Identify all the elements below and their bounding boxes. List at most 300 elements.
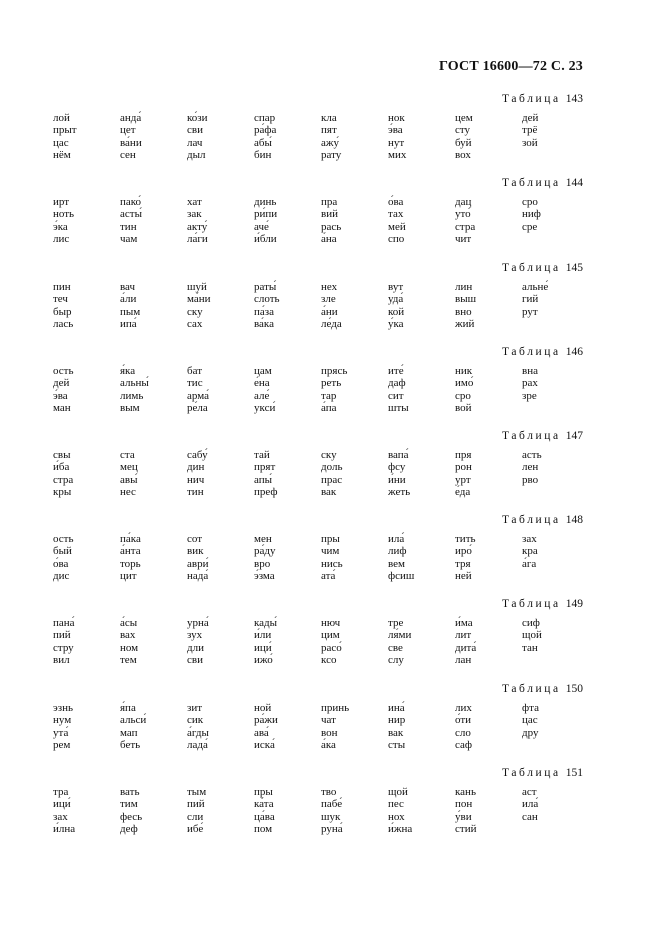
syllable: ила́ <box>522 798 539 811</box>
table-number: 150 <box>565 683 583 695</box>
syllable-column <box>455 365 473 415</box>
syllable: зух <box>187 629 203 642</box>
syllable: стру <box>53 641 74 654</box>
syllable-column <box>455 617 476 667</box>
table-label-word: Таблица <box>501 93 561 105</box>
syllable: пым <box>120 305 141 318</box>
syllable-column <box>321 365 347 415</box>
syllable: сты <box>388 739 406 752</box>
syllable-column <box>388 281 404 331</box>
syllable-column <box>455 786 476 836</box>
syllable-column <box>53 786 75 836</box>
syllable-column <box>254 786 275 836</box>
syllable-column <box>187 365 209 415</box>
syllable: нич <box>187 473 205 486</box>
table-label <box>502 683 583 695</box>
syllable-column <box>53 365 73 415</box>
syllable: прас <box>321 473 343 486</box>
syllable: хат <box>187 196 202 208</box>
syllable: тин <box>120 220 137 233</box>
syllable: руна́ <box>321 823 343 836</box>
syllable-column <box>120 112 142 162</box>
syllable: нох <box>388 810 405 823</box>
syllable: эзнь <box>53 702 73 714</box>
syllable: нес <box>120 486 136 499</box>
syllable-column <box>455 281 476 331</box>
syllable: уда́ <box>388 293 404 306</box>
syllable: дис <box>53 570 70 583</box>
syllable: пом <box>254 823 273 836</box>
syllable: пры <box>254 786 273 798</box>
syllable: рво <box>522 473 539 486</box>
syllable: ата́ <box>321 570 336 583</box>
table-label <box>502 177 583 189</box>
syllable: пон <box>455 798 473 811</box>
syllable: о́ти <box>455 714 472 727</box>
syllable: тво <box>321 786 337 798</box>
syllable: тым <box>187 786 207 798</box>
syllable-column <box>522 281 548 318</box>
syllable-column <box>455 449 472 499</box>
syllable: асть <box>522 449 542 461</box>
syllable: жий <box>455 318 475 331</box>
syllable: выш <box>455 293 477 306</box>
syllable: принь <box>321 702 350 714</box>
syllable: прят <box>254 461 276 474</box>
syllable: вак <box>388 726 404 739</box>
syllable: ноть <box>53 208 75 221</box>
syllable: пра <box>321 196 338 208</box>
syllable: доль <box>321 461 343 474</box>
syllable: пий <box>187 798 205 811</box>
syllable: пий <box>53 629 71 642</box>
syllable: абы́ <box>254 136 272 149</box>
syllable: стра <box>53 473 74 486</box>
syllable: але́ <box>254 389 270 402</box>
table-number: 146 <box>565 346 583 358</box>
syllable: тах <box>388 208 404 221</box>
syllable: прясь <box>321 365 348 377</box>
syllable: шуй <box>187 281 207 293</box>
syllable: нём <box>53 149 71 162</box>
syllable: альны́ <box>120 377 149 390</box>
syllable: мей <box>388 220 406 233</box>
syllable: буй <box>455 136 472 149</box>
syllable: э́зма <box>254 570 275 583</box>
syllable: дин <box>187 461 205 474</box>
syllable: лит <box>455 629 472 642</box>
syllable: рату <box>321 149 342 162</box>
syllable: иро́ <box>455 545 472 558</box>
syllable: преф <box>254 486 278 499</box>
syllable: ней <box>455 570 472 583</box>
syllable: кады́ <box>254 617 278 629</box>
syllable-column <box>254 533 275 583</box>
syllable: мих <box>388 149 407 162</box>
syllable: сан <box>522 810 538 823</box>
syllable: ава́ <box>254 726 269 739</box>
syllable: тре <box>388 617 404 629</box>
syllable: тим <box>120 798 138 811</box>
syllable: вапа́ <box>388 449 409 461</box>
syllable-column <box>187 617 209 667</box>
syllable: лих <box>455 702 472 714</box>
syllable: мен <box>254 533 272 545</box>
syllable: ник <box>455 365 473 377</box>
syllable-column <box>120 702 146 752</box>
syllable: ость <box>53 533 74 545</box>
syllable: дей <box>522 112 539 124</box>
syllable: ина́ <box>388 702 405 714</box>
syllable-column <box>388 112 406 162</box>
syllable: свы <box>53 449 71 461</box>
syllable: и́ли <box>254 629 272 642</box>
syllable: уто́ <box>455 208 471 221</box>
syllable-column <box>254 196 277 246</box>
syllable: вно <box>455 305 472 318</box>
syllable-column <box>187 112 208 162</box>
syllable: реть <box>321 377 342 390</box>
syllable: нись <box>321 557 343 570</box>
syllable: аст <box>522 786 537 798</box>
syllable: ижо́ <box>254 654 273 667</box>
syllable: ле́да <box>321 318 342 331</box>
syllable: сит <box>388 389 404 402</box>
syllable-column <box>120 533 141 583</box>
syllable-column <box>254 365 275 415</box>
syllable: лен <box>522 461 539 474</box>
table-number: 147 <box>565 430 583 442</box>
syllable-column <box>53 112 77 162</box>
syllable: и́бли <box>254 233 277 246</box>
syllable-column <box>388 702 405 752</box>
syllable-column <box>321 533 343 583</box>
syllable: пана́ <box>53 617 75 629</box>
syllable: ила́ <box>388 533 405 545</box>
syllable: э́ва <box>53 389 68 402</box>
syllable-column <box>522 365 538 402</box>
syllable: сабу́ <box>187 449 208 461</box>
table-label-word: Таблица <box>501 346 561 358</box>
syllable: вах <box>120 629 136 642</box>
syllable: ля́ми <box>388 629 412 642</box>
syllable: кры <box>53 486 72 499</box>
syllable: вил <box>53 654 70 667</box>
syllable: ре́ла <box>187 402 208 415</box>
syllable-column <box>120 617 138 667</box>
syllable: цим <box>321 629 340 642</box>
syllable-column <box>321 281 342 331</box>
syllable: вро <box>254 557 271 570</box>
syllable-column <box>455 533 476 583</box>
syllable: деф <box>120 823 138 836</box>
syllable: тря <box>455 557 471 570</box>
syllable: ску <box>187 305 203 318</box>
syllable: нир <box>388 714 406 727</box>
syllable: трё <box>522 124 538 137</box>
syllable: э́ва <box>388 124 403 137</box>
syllable: о́ва <box>388 196 404 208</box>
syllable-column <box>120 365 149 415</box>
syllable: сви <box>187 124 203 137</box>
syllable: нут <box>388 136 405 149</box>
syllable-column <box>254 281 280 331</box>
syllable: пря <box>455 449 472 461</box>
syllable: ость <box>53 365 74 377</box>
syllable: кра <box>522 545 538 558</box>
syllable: рем <box>53 739 71 752</box>
syllable-column <box>455 112 473 162</box>
syllable: нюч <box>321 617 341 629</box>
syllable: ман <box>53 402 71 415</box>
syllable: зах <box>53 810 68 823</box>
syllable: гий <box>522 293 539 306</box>
syllable-column <box>53 617 75 667</box>
syllable: о́ва <box>53 557 69 570</box>
syllable: сло <box>455 726 471 739</box>
page-header: ГОСТ 16600—72 С. 23 <box>439 59 583 74</box>
syllable-column <box>254 112 276 162</box>
syllable: нада́ <box>187 570 209 583</box>
syllable: у́ви <box>455 810 472 823</box>
syllable: вем <box>388 557 405 570</box>
syllable: стра <box>455 220 476 233</box>
syllable: иска́ <box>254 739 275 752</box>
syllable: лась <box>53 318 74 331</box>
syllable: све <box>388 641 403 654</box>
syllable: рах <box>522 377 538 390</box>
table-label-word: Таблица <box>501 683 561 695</box>
syllable: цит <box>120 570 137 583</box>
syllable: а́ли <box>120 293 137 306</box>
syllable: ута́ <box>53 726 69 739</box>
syllable: вон <box>321 726 338 739</box>
syllable: нум <box>53 714 72 727</box>
syllable: кань <box>455 786 476 798</box>
syllable: рут <box>522 305 538 318</box>
table-label <box>502 346 583 358</box>
syllable: е́да <box>455 486 471 499</box>
syllable: ка́та <box>254 798 274 811</box>
syllable: сро <box>455 389 471 402</box>
syllable: жеть <box>388 486 411 499</box>
table-number: 143 <box>565 93 583 105</box>
syllable: фта <box>522 702 539 714</box>
syllable: пако́ <box>120 196 142 208</box>
syllable-column <box>187 533 208 583</box>
syllable: бый <box>53 545 72 558</box>
syllable: дита́ <box>455 641 477 654</box>
syllable: кла <box>321 112 337 124</box>
syllable-column <box>53 196 74 246</box>
syllable: ра́ду <box>254 545 276 558</box>
syllable: тин <box>187 486 204 499</box>
syllable: па́ка <box>120 533 141 545</box>
syllable: чат <box>321 714 336 727</box>
syllable: дыл <box>187 149 206 162</box>
syllable-column <box>321 617 342 667</box>
syllable: тем <box>120 654 137 667</box>
syllable-column <box>187 196 208 246</box>
syllable: шук <box>321 810 341 823</box>
syllable: альне́ <box>522 281 549 293</box>
syllable: а́па <box>321 402 337 415</box>
table-label-word: Таблица <box>501 262 561 274</box>
syllable: я́па <box>120 702 136 714</box>
syllable-column <box>321 112 341 162</box>
syllable: лис <box>53 233 70 246</box>
syllable: зах <box>522 533 537 545</box>
syllable: ла́ги <box>187 233 208 246</box>
syllable-column <box>522 196 541 233</box>
syllable: лиф <box>388 545 407 558</box>
syllable: вох <box>455 149 471 162</box>
syllable: чит <box>455 233 472 246</box>
syllable: фсиш <box>388 570 415 583</box>
syllable: арма́ <box>187 389 209 402</box>
syllable: тить <box>455 533 476 545</box>
syllable-column <box>187 281 211 331</box>
syllable: вать <box>120 786 140 798</box>
table-label <box>502 767 583 779</box>
syllable-column <box>388 533 414 583</box>
syllable-column <box>321 449 342 499</box>
syllable: теч <box>53 293 68 306</box>
syllable: тра <box>53 786 69 798</box>
syllable: авы́ <box>120 473 138 486</box>
syllable: вут <box>388 281 404 293</box>
syllable: сах <box>187 318 203 331</box>
syllable: бат <box>187 365 203 377</box>
syllable: и́ма <box>455 617 473 629</box>
syllable: зит <box>187 702 203 714</box>
syllable: ва́ка <box>254 318 274 331</box>
table-label <box>502 598 583 610</box>
syllable: ной <box>254 702 272 714</box>
syllable: а́сы <box>120 617 138 629</box>
syllable: сот <box>187 533 203 545</box>
syllable: укси́ <box>254 402 276 415</box>
syllable: аври́ <box>187 557 209 570</box>
syllable: спар <box>254 112 276 124</box>
syllable: ажу́ <box>321 136 339 149</box>
table-number: 144 <box>565 177 583 189</box>
syllable: зак <box>187 208 202 221</box>
syllable-column <box>254 617 277 667</box>
syllable: сту <box>455 124 471 137</box>
syllable: лач <box>187 136 203 149</box>
syllable: и́ба <box>53 461 70 474</box>
syllable: саф <box>455 739 473 752</box>
syllable: ирт <box>53 196 70 208</box>
syllable: расо́ <box>321 641 342 654</box>
syllable-column <box>522 112 538 149</box>
syllable: лимь <box>120 389 144 402</box>
table-label-word: Таблица <box>501 598 561 610</box>
syllable: сик <box>187 714 204 727</box>
syllable: ца́ва <box>254 810 275 823</box>
syllable: лан <box>455 654 472 667</box>
syllable: ва́ни <box>120 136 142 149</box>
syllable: мец <box>120 461 138 474</box>
syllable: имо́ <box>455 377 474 390</box>
syllable-column <box>388 786 412 836</box>
syllable: урна́ <box>187 617 209 629</box>
syllable: кой <box>388 305 405 318</box>
syllable-column <box>321 196 341 246</box>
syllable: ниф <box>522 208 541 221</box>
table-number: 151 <box>565 767 583 779</box>
syllable: рон <box>455 461 472 474</box>
syllable: ра́жи <box>254 714 278 727</box>
syllable: ма́ни <box>187 293 211 306</box>
syllable: цам <box>254 365 272 377</box>
syllable: вна <box>522 365 538 377</box>
syllable: вым <box>120 402 140 415</box>
syllable-column <box>120 281 140 331</box>
syllable: лин <box>455 281 473 293</box>
syllable: шты <box>388 402 409 415</box>
syllable: даф <box>388 377 406 390</box>
syllable: зой <box>522 136 538 149</box>
table-label-word: Таблица <box>501 430 561 442</box>
syllable-column <box>53 281 73 331</box>
syllable: ри́пи <box>254 208 278 221</box>
syllable-column <box>522 533 538 570</box>
syllable: стий <box>455 823 477 836</box>
syllable: сиф <box>522 617 540 629</box>
syllable-column <box>388 449 410 499</box>
syllable: ибе́ <box>187 823 204 836</box>
syllable: а́нта <box>120 545 141 558</box>
syllable: дли <box>187 641 204 654</box>
syllable-column <box>388 617 411 667</box>
syllable: тис <box>187 377 203 390</box>
syllable-column <box>522 617 542 654</box>
syllable: дац <box>455 196 472 208</box>
syllable: рась <box>321 220 342 233</box>
syllable: а́ни <box>321 305 338 318</box>
syllable-column <box>388 365 409 415</box>
syllable: пабе́ <box>321 798 343 811</box>
syllable: тай <box>254 449 270 461</box>
syllable: пес <box>388 798 404 811</box>
syllable: апы́ <box>254 473 273 486</box>
table-label <box>502 514 583 526</box>
syllable: вий <box>321 208 338 221</box>
syllable: ици́ <box>254 641 272 654</box>
syllable-column <box>254 449 278 499</box>
syllable-column <box>187 449 208 499</box>
syllable: сен <box>120 149 136 162</box>
syllable-column <box>455 702 472 752</box>
syllable: у́ка <box>388 318 404 331</box>
table-label <box>502 262 583 274</box>
syllable: пят <box>321 124 337 137</box>
table-number: 149 <box>565 598 583 610</box>
syllable: ску <box>321 449 337 461</box>
syllable: аче́ <box>254 220 269 233</box>
syllable: цет <box>120 124 136 137</box>
syllable: зле <box>321 293 336 306</box>
syllable: лой <box>53 112 70 124</box>
syllable: пры <box>321 533 340 545</box>
syllable: щой <box>522 629 542 642</box>
table-label <box>502 93 583 105</box>
syllable-column <box>254 702 278 752</box>
syllable: слоть <box>254 293 280 306</box>
syllable-column <box>53 449 73 499</box>
